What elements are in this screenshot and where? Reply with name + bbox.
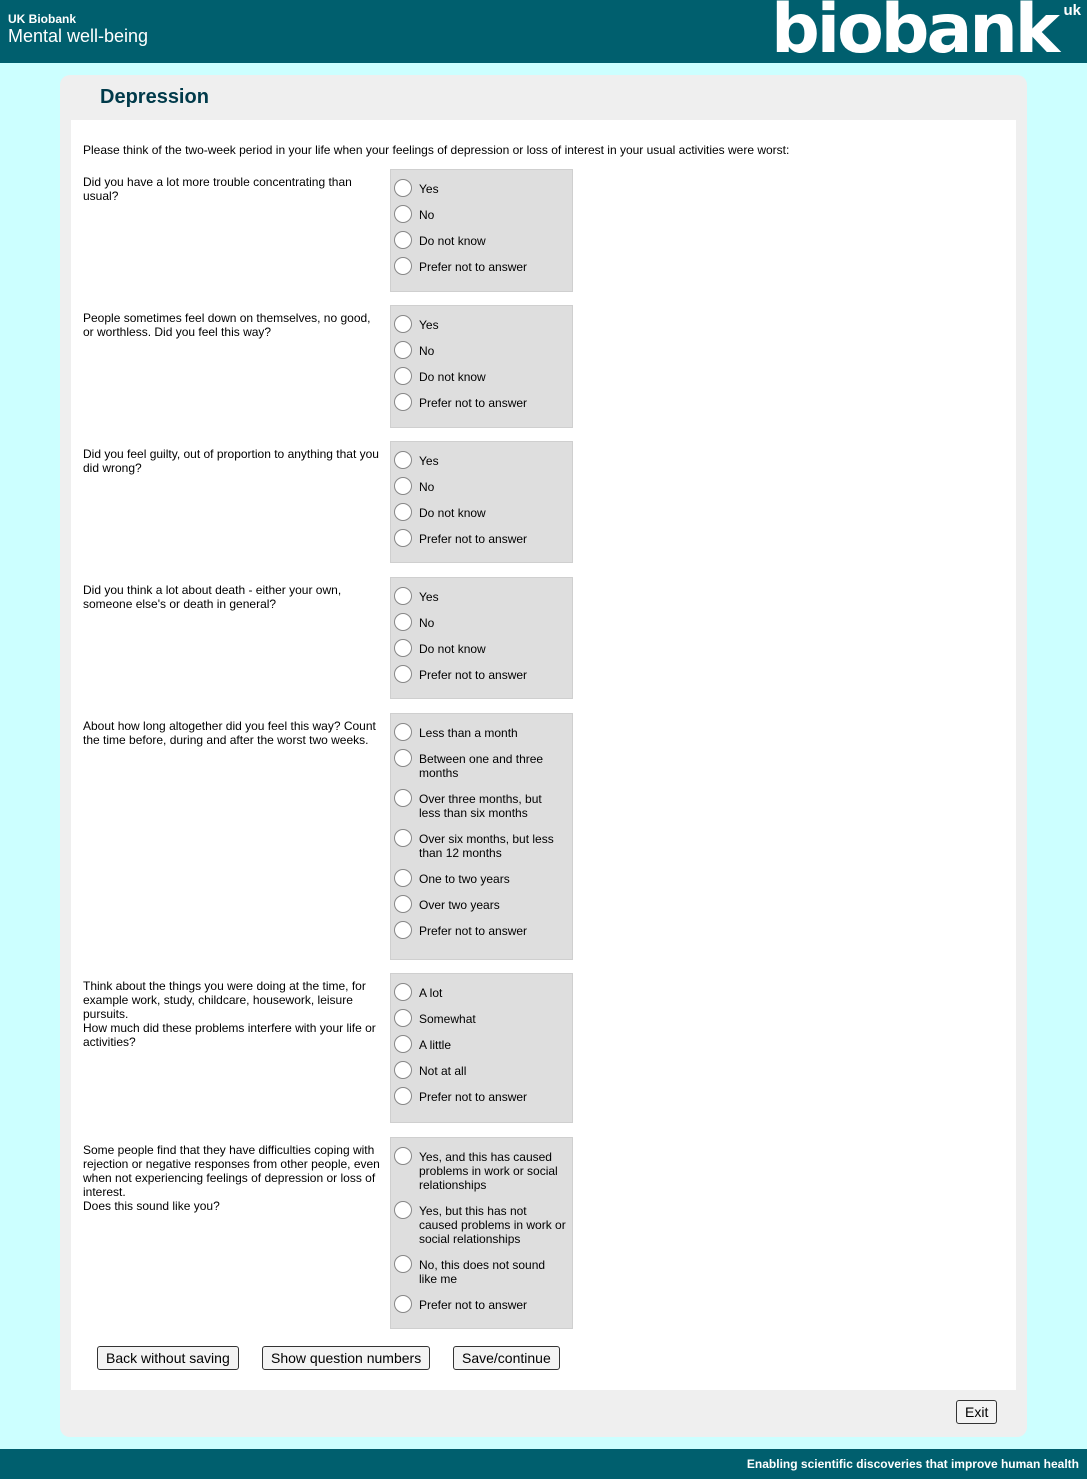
top-banner <box>0 0 1087 69</box>
radio-button[interactable] <box>394 451 412 469</box>
option-label: Over three months, but less than six months <box>419 792 542 820</box>
back-without-saving-button[interactable]: Back without saving <box>97 1346 239 1370</box>
question-label: Did you feel guilty, out of proportion to anything that you did wrong? <box>83 447 379 475</box>
questionnaire-panel <box>60 75 1027 1437</box>
answer-group <box>390 973 573 1123</box>
answer-option[interactable] <box>391 228 572 254</box>
answer-option[interactable] <box>391 1292 572 1318</box>
option-label: Yes, and this has caused problems in work or social relationships <box>419 1150 558 1192</box>
answer-option[interactable] <box>391 1252 572 1292</box>
question-text <box>83 311 381 339</box>
save-continue-button[interactable]: Save/continue <box>453 1346 560 1370</box>
intro-text: Please think of the two-week period in your life when your feelings of depression or loss of interest in your usual activities were worst: <box>83 143 790 157</box>
option-label: Not at all <box>419 1064 467 1078</box>
option-label: Yes <box>419 318 439 332</box>
answer-option[interactable] <box>391 980 572 1006</box>
radio-button[interactable] <box>394 315 412 333</box>
answer-option[interactable] <box>391 1144 572 1198</box>
question-label: Did you have a lot more trouble concentrating than usual? <box>83 175 352 203</box>
radio-button[interactable] <box>394 1061 412 1079</box>
option-label: Prefer not to answer <box>419 1298 528 1312</box>
radio-button[interactable] <box>394 665 412 683</box>
radio-button[interactable] <box>394 257 412 275</box>
radio-button[interactable] <box>394 341 412 359</box>
radio-button[interactable] <box>394 639 412 657</box>
option-label: Do not know <box>419 234 486 248</box>
question-text <box>83 1143 381 1213</box>
answer-option[interactable] <box>391 1084 572 1110</box>
footer-banner <box>0 1449 1087 1479</box>
radio-button[interactable] <box>394 789 412 807</box>
question-text <box>83 447 381 475</box>
radio-button[interactable] <box>394 921 412 939</box>
question-label: Did you think a lot about death - either your own, someone else's or death in general? <box>83 583 342 611</box>
option-label: No <box>419 616 435 630</box>
answer-option[interactable] <box>391 720 572 746</box>
question-label: About how long altogether did you feel this way? Count the time before, during and after the worst two weeks. <box>83 719 376 747</box>
option-label: Prefer not to answer <box>419 532 528 546</box>
answer-option[interactable] <box>391 636 572 662</box>
answer-group <box>390 305 573 428</box>
radio-button[interactable] <box>394 367 412 385</box>
radio-button[interactable] <box>394 1255 412 1273</box>
radio-button[interactable] <box>394 1147 412 1165</box>
option-label: Prefer not to answer <box>419 924 528 938</box>
option-label: No <box>419 344 435 358</box>
answer-option[interactable] <box>391 584 572 610</box>
answer-option[interactable] <box>391 610 572 636</box>
answer-option[interactable] <box>391 202 572 228</box>
answer-option[interactable] <box>391 526 572 552</box>
answer-group <box>390 169 573 292</box>
app-title: Mental well-being <box>8 26 149 46</box>
option-label: Prefer not to answer <box>419 260 528 274</box>
option-label: Prefer not to answer <box>419 1090 528 1104</box>
radio-button[interactable] <box>394 587 412 605</box>
answer-option[interactable] <box>391 1006 572 1032</box>
question-text <box>83 175 381 203</box>
answer-option[interactable] <box>391 364 572 390</box>
option-label: Over six months, but less than 12 months <box>419 832 554 860</box>
question-label: People sometimes feel down on themselves, no good, or worthless. Did you feel this way? <box>83 311 371 339</box>
radio-button[interactable] <box>394 1201 412 1219</box>
exit-button[interactable]: Exit <box>956 1400 997 1424</box>
option-label: Between one and three months <box>419 752 544 780</box>
answer-option[interactable] <box>391 866 572 892</box>
biobank-logo-uk: uk <box>1063 2 1081 19</box>
footer-tagline: Enabling scientific discoveries that improve human health <box>746 1457 1079 1471</box>
radio-button[interactable] <box>394 1035 412 1053</box>
radio-button[interactable] <box>394 393 412 411</box>
show-question-numbers-button[interactable]: Show question numbers <box>262 1346 430 1370</box>
option-label: A lot <box>419 986 443 1000</box>
answer-option[interactable] <box>391 474 572 500</box>
question-text <box>83 719 381 747</box>
answer-option[interactable] <box>391 746 572 786</box>
option-label: Yes <box>419 454 439 468</box>
answer-option[interactable] <box>391 1032 572 1058</box>
radio-button[interactable] <box>394 477 412 495</box>
answer-option[interactable] <box>391 662 572 688</box>
radio-button[interactable] <box>394 503 412 521</box>
question-text <box>83 979 381 1049</box>
answer-option[interactable] <box>391 918 572 944</box>
answer-option[interactable] <box>391 338 572 364</box>
radio-button[interactable] <box>394 1087 412 1105</box>
option-label: A little <box>419 1038 452 1052</box>
option-label: No <box>419 480 435 494</box>
answer-option[interactable] <box>391 312 572 338</box>
answer-option[interactable] <box>391 826 572 866</box>
radio-button[interactable] <box>394 829 412 847</box>
question-label: Think about the things you were doing at the time, for example work, study, childcare, housework, leisure pursuits. <box>83 979 366 1021</box>
question-label: Some people find that they have difficulties coping with rejection or negative responses from other people, even when not experiencing feelings of depression or loss of interest. <box>83 1143 380 1199</box>
radio-button[interactable] <box>394 749 412 767</box>
answer-group <box>390 1137 573 1329</box>
question-label-secondary: Does this sound like you? <box>83 1199 220 1213</box>
option-label: Do not know <box>419 370 486 384</box>
answer-option[interactable] <box>391 390 572 416</box>
option-label: Do not know <box>419 506 486 520</box>
answer-option[interactable] <box>391 1058 572 1084</box>
radio-button[interactable] <box>394 895 412 913</box>
answer-group <box>390 577 573 699</box>
answer-option[interactable] <box>391 176 572 202</box>
question-label-secondary: How much did these problems interfere with your life or activities? <box>83 1021 376 1049</box>
option-label: No, this does not sound like me <box>419 1258 546 1286</box>
answer-option[interactable] <box>391 786 572 826</box>
option-label: Do not know <box>419 642 486 656</box>
option-label: Yes <box>419 590 439 604</box>
radio-button[interactable] <box>394 179 412 197</box>
option-label: One to two years <box>419 872 510 886</box>
answer-group <box>390 713 573 960</box>
answer-option[interactable] <box>391 892 572 918</box>
radio-button[interactable] <box>394 1009 412 1027</box>
radio-button[interactable] <box>394 723 412 741</box>
radio-button[interactable] <box>394 1295 412 1313</box>
option-label: Yes, but this has not caused problems in work or social relationships <box>419 1204 566 1246</box>
org-name: UK Biobank <box>8 12 77 26</box>
questionnaire-content <box>71 120 1016 1390</box>
option-label: Somewhat <box>419 1012 476 1026</box>
option-label: Yes <box>419 182 439 196</box>
answer-option[interactable] <box>391 254 572 280</box>
option-label: Prefer not to answer <box>419 668 528 682</box>
radio-button[interactable] <box>394 983 412 1001</box>
option-label: Over two years <box>419 898 500 912</box>
biobank-logo: biobank <box>771 0 1057 69</box>
radio-button[interactable] <box>394 205 412 223</box>
answer-option[interactable] <box>391 448 572 474</box>
option-label: No <box>419 208 435 222</box>
answer-option[interactable] <box>391 1198 572 1252</box>
option-label: Prefer not to answer <box>419 396 528 410</box>
question-text <box>83 583 381 611</box>
answer-group <box>390 441 573 563</box>
radio-button[interactable] <box>394 231 412 249</box>
radio-button[interactable] <box>394 869 412 887</box>
radio-button[interactable] <box>394 613 412 631</box>
page-title: Depression <box>100 86 209 108</box>
option-label: Less than a month <box>419 726 518 740</box>
answer-option[interactable] <box>391 500 572 526</box>
radio-button[interactable] <box>394 529 412 547</box>
